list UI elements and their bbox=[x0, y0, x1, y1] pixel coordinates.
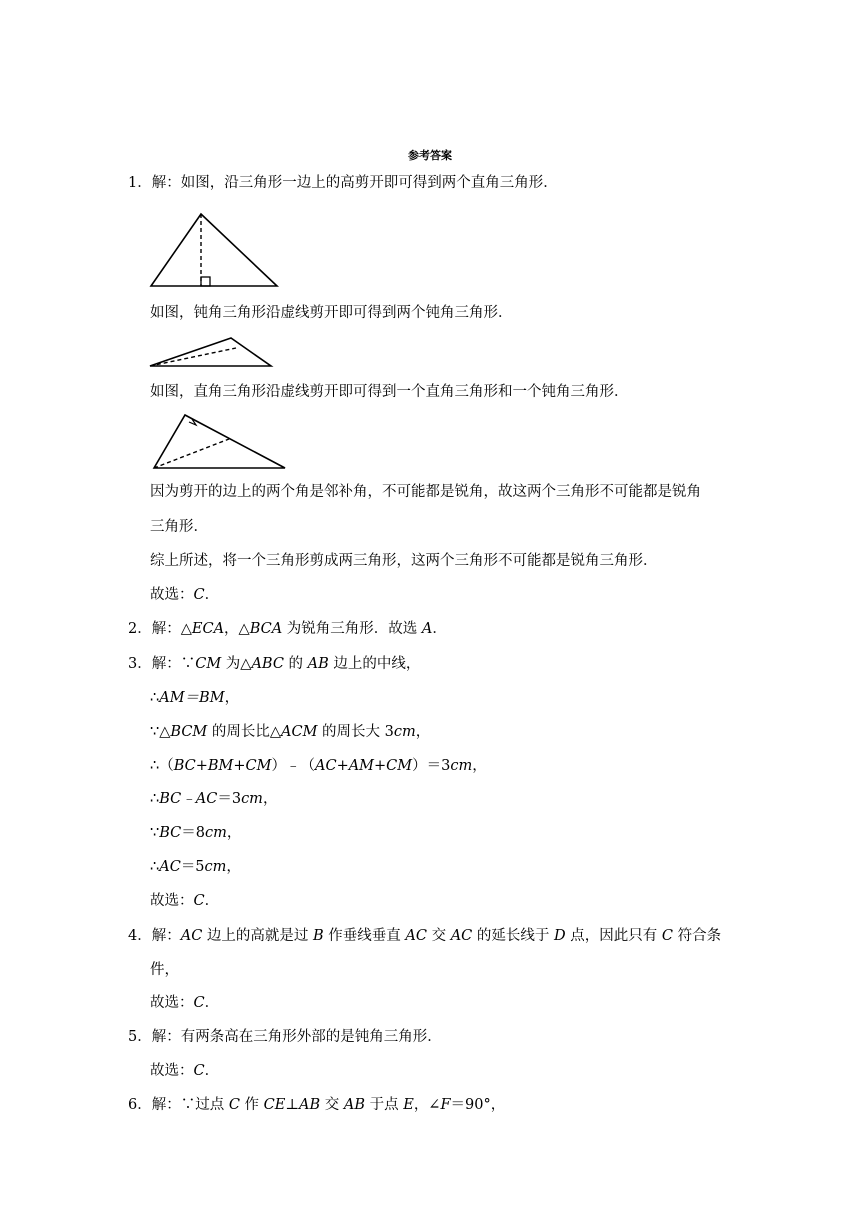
q1-line-1: 1．解：如图，沿三角形一边上的高剪开即可得到两个直角三角形． bbox=[128, 175, 558, 191]
q5-answer: 故选：C． bbox=[150, 1063, 220, 1079]
q3-step-2: ∴AM＝BM， bbox=[150, 690, 240, 706]
q3-step-3: ∵△BCM 的周长比△ACM 的周长大 3cm， bbox=[150, 724, 431, 740]
figure-right-triangle-cut bbox=[148, 412, 288, 472]
q1-line-4b: 三角形． bbox=[150, 519, 208, 535]
q1-line-2: 如图，钝角三角形沿虚线剪开即可得到两个钝角三角形． bbox=[150, 305, 513, 321]
q3-step-5: ∴BC﹣AC＝3cm， bbox=[150, 791, 278, 807]
q1-line-3: 如图，直角三角形沿虚线剪开即可得到一个直角三角形和一个钝角三角形． bbox=[150, 384, 629, 400]
q3-step-4: ∴（BC+BM+CM）﹣（AC+AM+CM）＝3cm， bbox=[150, 758, 487, 774]
q1-line-4a: 因为剪开的边上的两个角是邻补角，不可能都是锐角，故这两个三角形不可能都是锐角 bbox=[150, 484, 701, 500]
q3-step-7: ∴AC＝5cm， bbox=[150, 859, 241, 875]
q4-answer: 故选：C． bbox=[150, 995, 220, 1011]
q5-line-1: 5．解：有两条高在三角形外部的是钝角三角形． bbox=[128, 1029, 442, 1045]
q1-line-5: 综上所述，将一个三角形剪成两三角形，这两个三角形不可能都是锐角三角形． bbox=[150, 553, 658, 569]
q1-answer: 故选：C． bbox=[150, 587, 220, 603]
q3-line-1: 3．解：∵CM 为△ABC 的 AB 边上的中线， bbox=[128, 656, 421, 672]
q4-line-2: 件， bbox=[150, 962, 179, 978]
figure-obtuse-triangle-cut bbox=[148, 336, 274, 370]
q6-line-1: 6．解：∵过点 C 作 CE⊥AB 交 AB 于点 E，∠F＝90°， bbox=[128, 1097, 506, 1113]
page-title: 参考答案 bbox=[408, 149, 452, 162]
figure-acute-triangle-height bbox=[148, 212, 280, 288]
q2-line-1: 2．解：△ECA，△BCA 为锐角三角形．故选 A． bbox=[128, 621, 447, 637]
q4-line-1: 4．解：AC 边上的高就是过 B 作垂线垂直 AC 交 AC 的延长线于 D 点，因此只有 C 符合条 bbox=[128, 928, 722, 944]
q3-answer: 故选：C． bbox=[150, 893, 220, 909]
q3-step-6: ∵BC＝8cm， bbox=[150, 825, 242, 841]
